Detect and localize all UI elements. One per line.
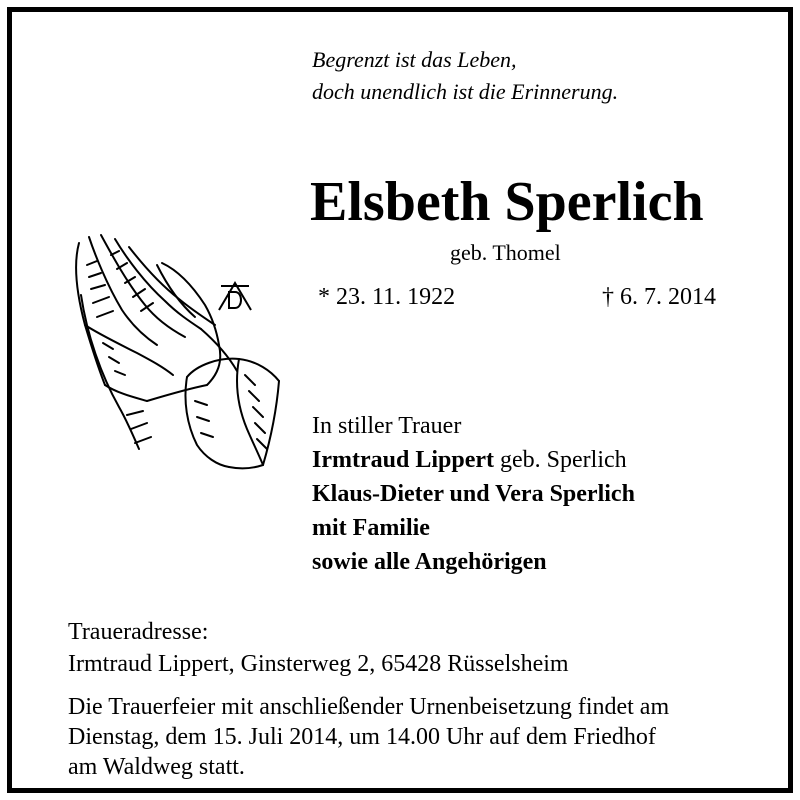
mourners-block: [312, 409, 635, 579]
death-date: † 6. 7. 2014: [602, 284, 716, 310]
ceremony-line-3: am Waldweg statt.: [68, 754, 245, 780]
mourner-maiden-1: geb. Sperlich: [494, 447, 627, 473]
memorial-quote: [312, 44, 618, 108]
mourner-line-3: mit Familie: [312, 515, 430, 541]
obituary-card: [7, 7, 793, 793]
mourner-line-2: Klaus-Dieter und Vera Sperlich: [312, 481, 635, 507]
ceremony-line-1: Die Trauerfeier mit anschließender Urnenbeisetzung findet am: [68, 694, 670, 720]
durer-monogram-icon: [217, 280, 253, 312]
quote-line-1: Begrenzt ist das Leben,: [312, 47, 517, 72]
mourner-line-4: sowie alle Angehörigen: [312, 549, 547, 575]
mourner-name-1: Irmtraud Lippert: [312, 447, 494, 473]
address-label: Traueradresse:: [68, 619, 209, 645]
quote-line-2: doch unendlich ist die Erinnerung.: [312, 79, 619, 104]
mourner-line-1: [312, 443, 635, 477]
maiden-name: geb. Thomel: [450, 240, 561, 265]
mourning-intro: In stiller Trauer: [312, 413, 462, 439]
address-value: Irmtraud Lippert, Ginsterweg 2, 65428 Rüsselsheim: [68, 651, 569, 677]
praying-hands-icon: [67, 225, 287, 475]
birth-date: * 23. 11. 1922: [318, 284, 456, 310]
ceremony-line-2: Dienstag, dem 15. Juli 2014, um 14.00 Uhr auf dem Friedhof: [68, 724, 656, 750]
deceased-name: Elsbeth Sperlich: [310, 171, 704, 233]
mourning-address: [68, 616, 569, 680]
ceremony-notice: [68, 692, 798, 782]
